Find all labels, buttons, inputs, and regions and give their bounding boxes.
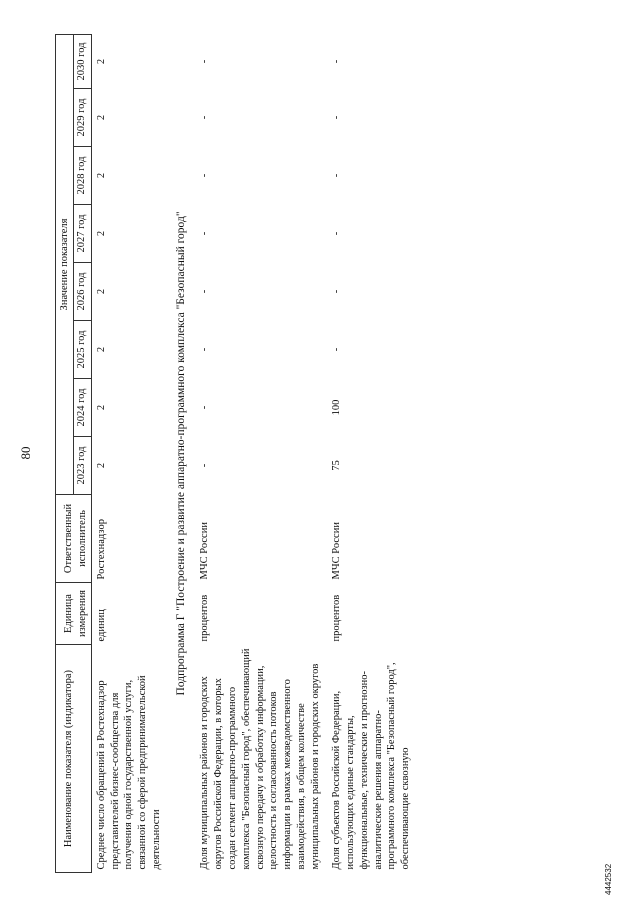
indicator-value: - — [330, 347, 342, 352]
indicator-value: - — [199, 347, 211, 352]
indicator-value: - — [330, 289, 342, 294]
indicator-responsible: МЧС России — [199, 522, 211, 580]
indicator-unit: единиц — [95, 609, 107, 642]
subprogram-title: Подпрограмма Г "Построение и развитие аппаратно-программного комплекса "Безопасный город" — [175, 211, 188, 696]
indicator-value: - — [330, 173, 342, 178]
table-row — [327, 34, 417, 872]
header-year: 2030 год — [73, 34, 91, 88]
indicator-value: - — [199, 59, 211, 64]
table-row — [195, 34, 327, 872]
indicator-value: 2 — [95, 404, 107, 411]
indicator-value: - — [199, 173, 211, 178]
indicator-value: 2 — [95, 58, 107, 65]
header-year: 2024 год — [73, 379, 91, 437]
indicator-responsible: Ростехнадзор — [95, 519, 107, 580]
document-code: 4442532 — [604, 863, 613, 895]
indicator-value: 2 — [95, 288, 107, 295]
header-year: 2023 год — [73, 437, 91, 495]
indicator-unit: процентов — [199, 594, 211, 642]
subprogram-row — [168, 34, 195, 872]
indicator-value: 100 — [330, 399, 342, 416]
header-values-group: Значение показателя — [56, 34, 74, 494]
header-year: 2026 год — [73, 263, 91, 321]
indicator-value: - — [199, 289, 211, 294]
indicator-value: - — [330, 231, 342, 236]
indicator-value: 2 — [95, 462, 107, 469]
indicator-value: 75 — [330, 460, 342, 471]
header-row-1 — [56, 34, 74, 872]
header-year: 2025 год — [73, 321, 91, 379]
indicators-table — [55, 34, 417, 873]
header-name: Наименование показателя (индикатора) — [56, 645, 92, 873]
table-row — [91, 34, 168, 872]
indicator-value: - — [199, 405, 211, 410]
header-year: 2027 год — [73, 205, 91, 263]
indicator-value: - — [330, 59, 342, 64]
indicator-responsible: МЧС России — [330, 522, 342, 580]
indicator-name: Доля субъектов Российской Федерации, использующих единые стандарты, функциональные, технические и прогнозно-аналитические решения аппаратно-программного комплекса "Безопасный город", обеспечивающие сквозную — [330, 662, 412, 870]
indicator-value: 2 — [95, 346, 107, 353]
indicator-unit: процентов — [330, 594, 342, 642]
header-year: 2028 год — [73, 147, 91, 205]
indicator-value: - — [199, 463, 211, 468]
header-responsible: Ответственный исполнитель — [56, 495, 92, 583]
page-number: 80 — [18, 446, 33, 460]
indicator-value: - — [330, 115, 342, 120]
indicator-name: Доля муниципальных районов и городских округов Российской Федерации, в которых создан сегмент аппаратно-программного комплекса "Безопасный город", обеспечивающий сквозную передачу и обработку информации, целостность и согласованность потоков информации в рамках межведомственного взаимодействия, в общем количестве муниципальных районов и городских округов — [199, 648, 322, 870]
indicator-value: 2 — [95, 114, 107, 121]
indicator-value: 2 — [95, 230, 107, 237]
indicator-value: - — [199, 231, 211, 236]
header-unit: Единица измерения — [56, 583, 92, 645]
indicator-name: Среднее число обращений в Ростехнадзор представителей бизнес-сообщества для получения одной государственной услуги, связанной со сферой предпринимательской деятельности — [95, 675, 163, 870]
header-year: 2029 год — [73, 89, 91, 147]
indicator-value: - — [199, 115, 211, 120]
indicator-value: 2 — [95, 172, 107, 179]
